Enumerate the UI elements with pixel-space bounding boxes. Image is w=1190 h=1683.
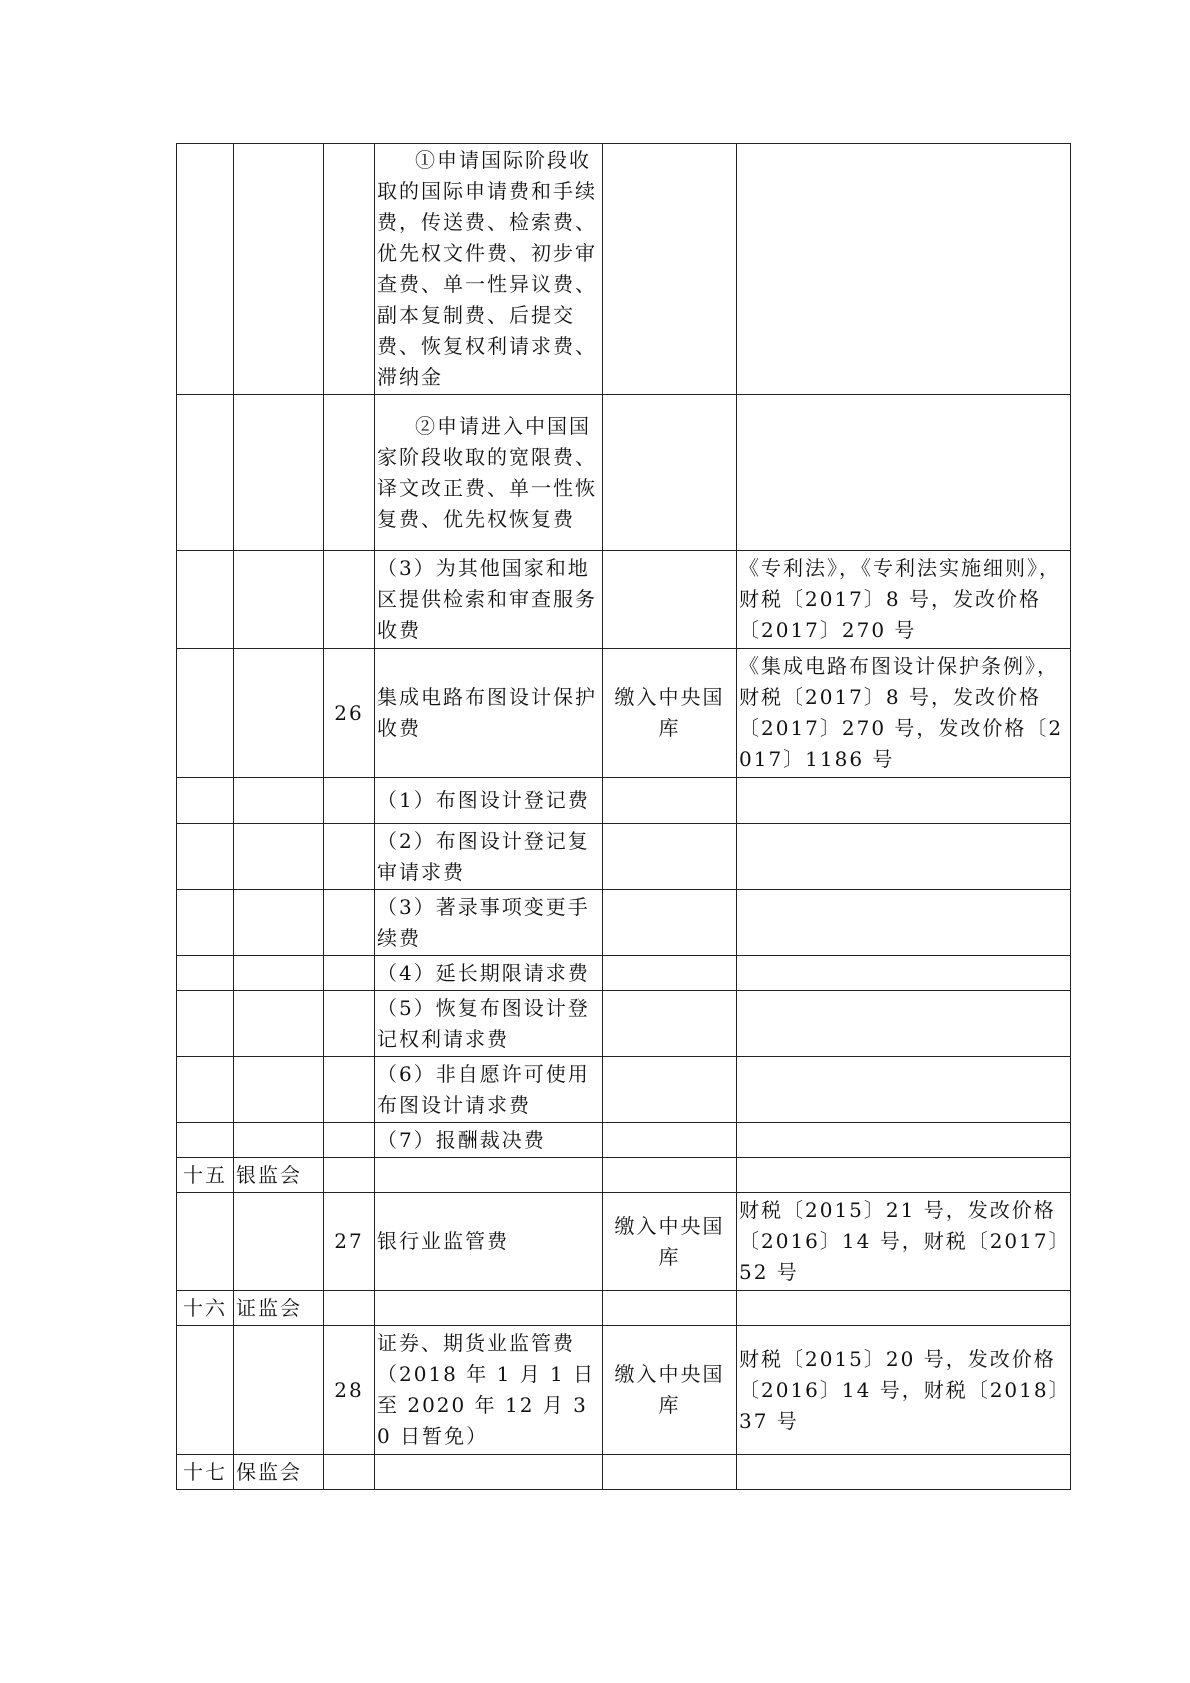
seq-cell bbox=[177, 1123, 234, 1158]
table-row bbox=[177, 1326, 1071, 1455]
table-row bbox=[177, 144, 1071, 395]
fee-name-cell: （5）恢复布图设计登记权利请求费 bbox=[375, 991, 603, 1057]
item-number-cell bbox=[324, 991, 375, 1057]
fee-name-cell: （3）为其他国家和地区提供检索和审查服务收费 bbox=[375, 551, 603, 649]
legal-basis-cell bbox=[737, 778, 1071, 824]
payment-route-cell bbox=[603, 824, 737, 890]
seq-cell bbox=[177, 551, 234, 649]
seq-cell bbox=[177, 1326, 234, 1455]
fee-name-cell: （3）著录事项变更手续费 bbox=[375, 890, 603, 956]
item-number-cell: 27 bbox=[324, 1193, 375, 1291]
table-row bbox=[177, 1455, 1071, 1490]
item-number-cell bbox=[324, 1455, 375, 1490]
item-number-cell bbox=[324, 1123, 375, 1158]
legal-basis-cell bbox=[737, 824, 1071, 890]
fee-name-cell: （2）布图设计登记复审请求费 bbox=[375, 824, 603, 890]
payment-route-cell bbox=[603, 1291, 737, 1326]
fee-name-cell bbox=[375, 1158, 603, 1193]
table-row bbox=[177, 1057, 1071, 1123]
table-row bbox=[177, 824, 1071, 890]
item-number-cell bbox=[324, 778, 375, 824]
fee-name-cell: 证券、期货业监管费（2018 年 1 月 1 日至 2020 年 12 月 30 日暂免） bbox=[375, 1326, 603, 1455]
item-number-cell bbox=[324, 1057, 375, 1123]
payment-route-cell bbox=[603, 1455, 737, 1490]
fee-name-cell: （7）报酬裁决费 bbox=[375, 1123, 603, 1158]
payment-route-cell bbox=[603, 890, 737, 956]
dept-cell bbox=[234, 778, 324, 824]
seq-cell bbox=[177, 649, 234, 778]
dept-cell bbox=[234, 1193, 324, 1291]
seq-cell bbox=[177, 144, 234, 395]
legal-basis-cell bbox=[737, 1455, 1071, 1490]
payment-route-cell bbox=[603, 778, 737, 824]
payment-route-cell bbox=[603, 395, 737, 551]
table-row bbox=[177, 778, 1071, 824]
dept-cell bbox=[234, 1057, 324, 1123]
item-number-cell bbox=[324, 1291, 375, 1326]
item-number-cell bbox=[324, 144, 375, 395]
fee-name-cell: 银行业监管费 bbox=[375, 1193, 603, 1291]
fee-name-cell: （1）布图设计登记费 bbox=[375, 778, 603, 824]
legal-basis-cell bbox=[737, 1123, 1071, 1158]
seq-cell bbox=[177, 956, 234, 991]
item-number-cell bbox=[324, 824, 375, 890]
table-row bbox=[177, 649, 1071, 778]
item-number-cell: 26 bbox=[324, 649, 375, 778]
seq-cell bbox=[177, 991, 234, 1057]
payment-route-cell bbox=[603, 956, 737, 991]
legal-basis-cell: 《集成电路布图设计保护条例》，财税〔2017〕8 号，发改价格〔2017〕270 号，发改价格〔2017〕1186 号 bbox=[737, 649, 1071, 778]
seq-cell bbox=[177, 1057, 234, 1123]
legal-basis-cell bbox=[737, 956, 1071, 991]
fee-name-cell bbox=[375, 1291, 603, 1326]
seq-cell bbox=[177, 395, 234, 551]
dept-cell bbox=[234, 551, 324, 649]
dept-cell bbox=[234, 649, 324, 778]
dept-cell bbox=[234, 1326, 324, 1455]
payment-route-cell bbox=[603, 1057, 737, 1123]
fee-name-cell: （6）非自愿许可使用布图设计请求费 bbox=[375, 1057, 603, 1123]
item-number-cell: 28 bbox=[324, 1326, 375, 1455]
legal-basis-cell bbox=[737, 144, 1071, 395]
legal-basis-cell: 财税〔2015〕21 号，发改价格〔2016〕14 号，财税〔2017〕52 号 bbox=[737, 1193, 1071, 1291]
fee-name-cell: ①申请国际阶段收取的国际申请费和手续费，传送费、检索费、优先权文件费、初步审查费、单一性异议费、副本复制费、后提交费、恢复权利请求费、滞纳金 bbox=[375, 144, 603, 395]
seq-cell bbox=[177, 824, 234, 890]
legal-basis-cell bbox=[737, 890, 1071, 956]
dept-cell bbox=[234, 824, 324, 890]
payment-route-cell: 缴入中央国库 bbox=[603, 1326, 737, 1455]
seq-cell: 十七 bbox=[177, 1455, 234, 1490]
fee-table bbox=[176, 143, 1071, 1490]
payment-route-cell bbox=[603, 144, 737, 395]
legal-basis-cell bbox=[737, 1057, 1071, 1123]
item-number-cell bbox=[324, 551, 375, 649]
dept-cell bbox=[234, 890, 324, 956]
seq-cell: 十六 bbox=[177, 1291, 234, 1326]
dept-cell bbox=[234, 144, 324, 395]
dept-cell bbox=[234, 991, 324, 1057]
payment-route-cell: 缴入中央国库 bbox=[603, 1193, 737, 1291]
table-row bbox=[177, 991, 1071, 1057]
table-row bbox=[177, 956, 1071, 991]
dept-cell: 证监会 bbox=[234, 1291, 324, 1326]
table-row bbox=[177, 395, 1071, 551]
payment-route-cell bbox=[603, 991, 737, 1057]
payment-route-cell: 缴入中央国库 bbox=[603, 649, 737, 778]
legal-basis-cell bbox=[737, 395, 1071, 551]
seq-cell bbox=[177, 890, 234, 956]
item-number-cell bbox=[324, 395, 375, 551]
legal-basis-cell bbox=[737, 1158, 1071, 1193]
table-row bbox=[177, 1291, 1071, 1326]
payment-route-cell bbox=[603, 1123, 737, 1158]
fee-name-cell: ②申请进入中国国家阶段收取的宽限费、译文改正费、单一性恢复费、优先权恢复费 bbox=[375, 395, 603, 551]
table-row bbox=[177, 890, 1071, 956]
fee-name-cell bbox=[375, 1455, 603, 1490]
fee-name-cell: 集成电路布图设计保护收费 bbox=[375, 649, 603, 778]
dept-cell bbox=[234, 395, 324, 551]
dept-cell bbox=[234, 1123, 324, 1158]
item-number-cell bbox=[324, 890, 375, 956]
payment-route-cell bbox=[603, 551, 737, 649]
seq-cell bbox=[177, 778, 234, 824]
seq-cell bbox=[177, 1193, 234, 1291]
dept-cell: 保监会 bbox=[234, 1455, 324, 1490]
dept-cell: 银监会 bbox=[234, 1158, 324, 1193]
dept-cell bbox=[234, 956, 324, 991]
seq-cell: 十五 bbox=[177, 1158, 234, 1193]
item-number-cell bbox=[324, 1158, 375, 1193]
table-row bbox=[177, 1158, 1071, 1193]
payment-route-cell bbox=[603, 1158, 737, 1193]
table-row bbox=[177, 1123, 1071, 1158]
legal-basis-cell bbox=[737, 1291, 1071, 1326]
fee-name-cell: （4）延长期限请求费 bbox=[375, 956, 603, 991]
legal-basis-cell bbox=[737, 991, 1071, 1057]
item-number-cell bbox=[324, 956, 375, 991]
table-row bbox=[177, 1193, 1071, 1291]
table-row bbox=[177, 551, 1071, 649]
legal-basis-cell: 《专利法》，《专利法实施细则》，财税〔2017〕8 号，发改价格〔2017〕270 号 bbox=[737, 551, 1071, 649]
legal-basis-cell: 财税〔2015〕20 号，发改价格〔2016〕14 号，财税〔2018〕37 号 bbox=[737, 1326, 1071, 1455]
